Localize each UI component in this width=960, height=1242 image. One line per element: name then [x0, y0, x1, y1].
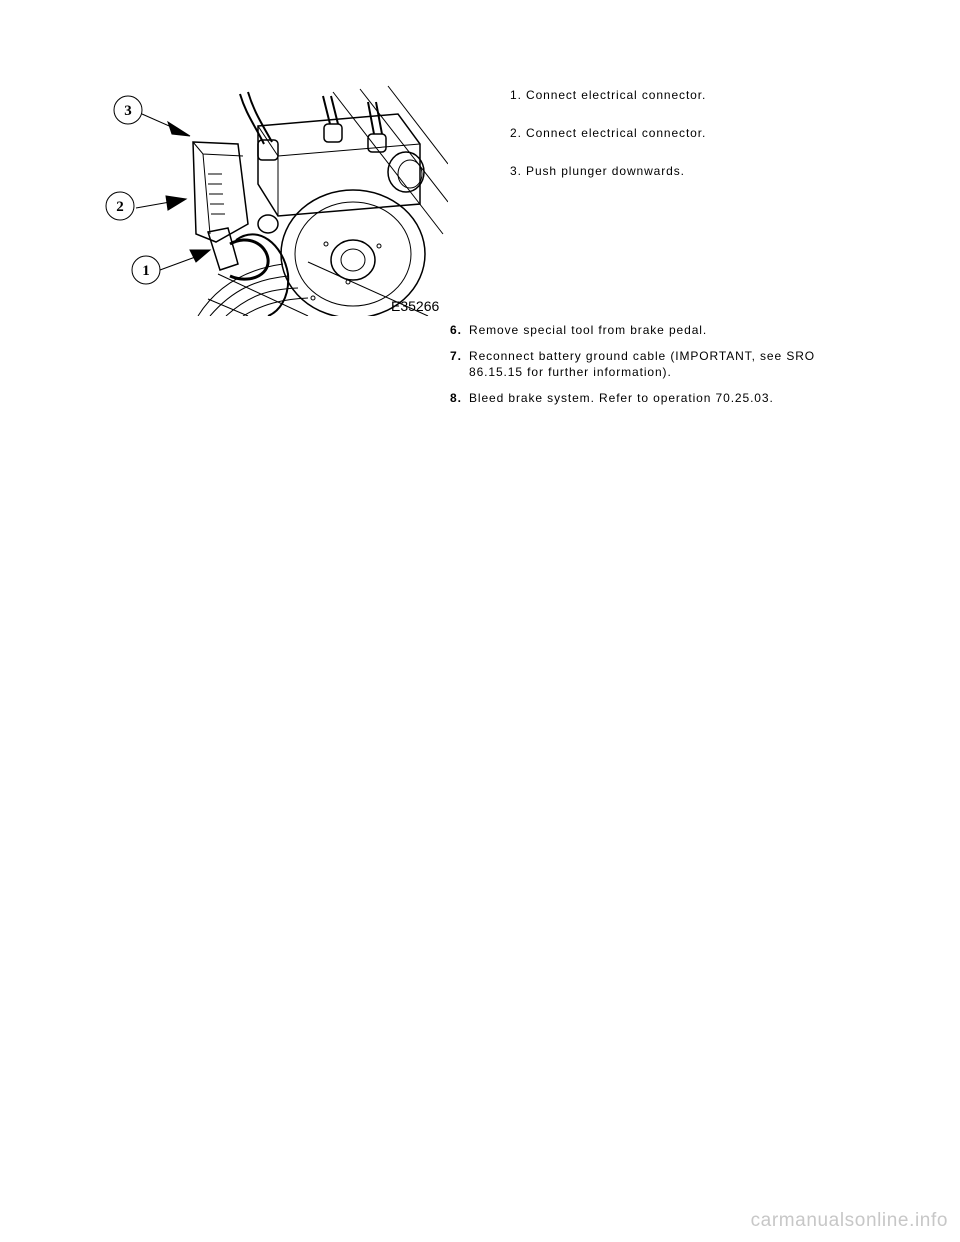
step-8 [450, 390, 850, 406]
step-8-text: Bleed brake system. Refer to operation 70.25.03. [469, 391, 774, 405]
step-6-text: Remove special tool from brake pedal. [469, 323, 708, 337]
figure-caption: E35266 [391, 298, 440, 314]
legend-item-3: 3. Push plunger downwards. [510, 164, 685, 178]
step-6-number: 6. [450, 323, 462, 337]
legend-item-1: 1. Connect electrical connector. [510, 88, 707, 102]
callout-2 [106, 192, 134, 220]
callout-1-label: 1 [142, 263, 150, 279]
legend-item-2: 2. Connect electrical connector. [510, 126, 707, 140]
callout-3-label: 3 [124, 103, 132, 119]
watermark: carmanualsonline.info [750, 1210, 948, 1231]
abs-module-illustration [98, 84, 448, 316]
callout-1 [132, 256, 160, 284]
step-7 [450, 348, 850, 380]
callout-2-label: 2 [116, 199, 124, 215]
procedure-steps [450, 322, 850, 416]
step-8-number: 8. [450, 391, 462, 405]
abs-module-drawing [98, 84, 448, 316]
step-7-number: 7. [450, 349, 462, 363]
step-7-text: Reconnect battery ground cable (IMPORTANT, see SRO 86.15.15 for further information). [469, 349, 816, 379]
callout-3 [114, 96, 142, 124]
step-6 [450, 322, 850, 338]
